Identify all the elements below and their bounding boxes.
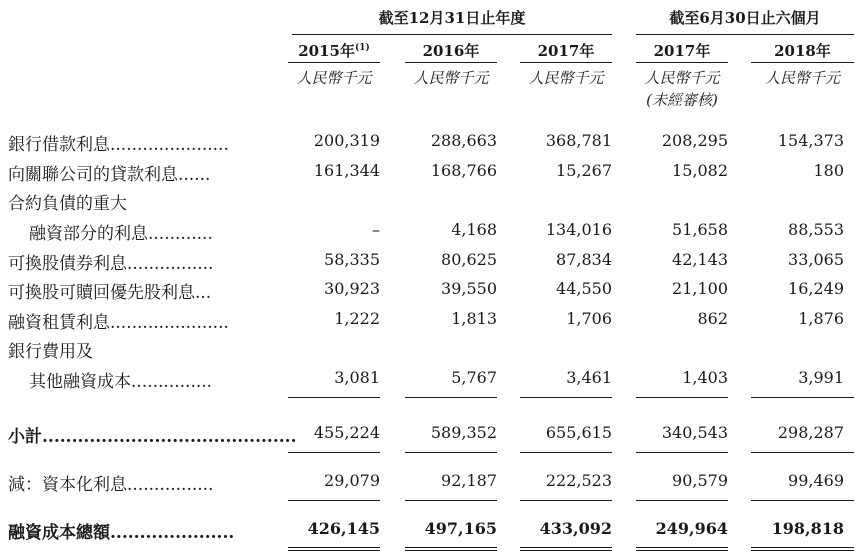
unit-label: 人民幣千元 xyxy=(764,69,840,87)
total-label: 融資成本總額..................... xyxy=(8,523,235,543)
table-cell: 222,523 xyxy=(545,471,612,490)
table-cell: 154,373 xyxy=(777,131,844,150)
table-cell: 340,543 xyxy=(661,423,728,442)
unit-label: 人民幣千元 xyxy=(644,69,720,87)
row-label: 可換股可贖回優先股利息... xyxy=(8,283,212,303)
table-cell: 21,100 xyxy=(672,279,728,298)
total-double-rule xyxy=(288,547,380,548)
year-header: 2017年 xyxy=(653,42,711,60)
row-label: 合約負債的重大 xyxy=(8,194,127,214)
year-header: 2016年 xyxy=(422,42,480,60)
total-double-rule xyxy=(636,547,728,548)
table-cell: 368,781 xyxy=(545,131,612,150)
table-cell: 208,295 xyxy=(661,131,728,150)
table-cell: 433,092 xyxy=(539,519,612,538)
table-cell: 497,165 xyxy=(424,519,497,538)
year-header: 2015年$^{(1)}$ xyxy=(298,42,370,60)
table-cell: 3,081 xyxy=(334,368,380,387)
table-cell: 5,767 xyxy=(451,368,497,387)
total-double-rule xyxy=(405,547,497,548)
total-double-rule xyxy=(520,550,612,551)
total-double-rule xyxy=(288,550,380,551)
table-cell: 15,082 xyxy=(672,161,728,180)
table-cell: 80,625 xyxy=(441,250,497,269)
year-header: 2017年 xyxy=(537,42,595,60)
row-label: 銀行費用及 xyxy=(8,342,93,362)
header-group-rule xyxy=(636,34,854,35)
header-group-rule xyxy=(292,34,612,35)
subtotal-rule xyxy=(751,397,854,398)
table-cell: 90,579 xyxy=(672,471,728,490)
table-cell: 33,065 xyxy=(788,250,844,269)
unit-label: 人民幣千元 xyxy=(528,69,604,87)
subtotal-rule xyxy=(405,397,497,398)
table-cell: – xyxy=(372,220,380,239)
table-cell: 1,876 xyxy=(798,309,844,328)
row-label: 融資部分的利息............ xyxy=(29,224,213,244)
year-header: 2018年 xyxy=(774,42,831,60)
table-cell: 455,224 xyxy=(313,423,380,442)
table-cell: 1,222 xyxy=(334,309,380,328)
year-rule xyxy=(636,62,728,63)
unit-label: 人民幣千元 xyxy=(413,69,489,87)
table-cell: 42,143 xyxy=(672,250,728,269)
total-double-rule xyxy=(636,550,728,551)
footnote-marker: (1) xyxy=(354,43,370,53)
subtotal-rule xyxy=(520,397,612,398)
subtotal-underline xyxy=(405,452,497,453)
row-label: 融資租賃利息...................... xyxy=(8,313,229,333)
table-cell: 180 xyxy=(813,161,844,180)
subtotal-underline xyxy=(636,452,728,453)
unit-label: 人民幣千元 xyxy=(296,69,372,87)
subtotal-underline xyxy=(751,452,854,453)
table-cell: 168,766 xyxy=(430,161,497,180)
subtotal-rule xyxy=(288,397,380,398)
table-cell: 1,813 xyxy=(451,309,497,328)
capitalized-rule xyxy=(520,500,612,501)
table-cell: 44,550 xyxy=(556,279,612,298)
header-group-six-months: 截至6月30日止六個月 xyxy=(669,9,821,27)
table-cell: 862 xyxy=(697,309,728,328)
year-rule xyxy=(751,62,854,63)
table-cell: 3,461 xyxy=(566,368,612,387)
table-cell: 288,663 xyxy=(430,131,497,150)
total-double-rule xyxy=(751,547,854,548)
table-cell: 198,818 xyxy=(771,519,844,538)
table-cell: 1,403 xyxy=(682,368,728,387)
capitalized-rule xyxy=(288,500,380,501)
table-cell: 58,335 xyxy=(324,250,380,269)
subtotal-rule xyxy=(636,397,728,398)
table-cell: 4,168 xyxy=(451,220,497,239)
subtotal-underline xyxy=(288,452,380,453)
row-label: 銀行借款利息...................... xyxy=(8,135,229,155)
table-cell: 298,287 xyxy=(777,423,844,442)
table-cell: 249,964 xyxy=(655,519,728,538)
table-cell: 655,615 xyxy=(545,423,612,442)
row-label: 向關聯公司的貸款利息...... xyxy=(8,165,211,185)
capitalized-rule xyxy=(751,500,854,501)
table-cell: 29,079 xyxy=(324,471,380,490)
table-cell: 87,834 xyxy=(556,250,612,269)
year-rule xyxy=(405,62,497,63)
table-cell: 161,344 xyxy=(313,161,380,180)
table-cell: 134,016 xyxy=(545,220,612,239)
table-cell: 30,923 xyxy=(324,279,380,298)
table-cell: 88,553 xyxy=(788,220,844,239)
header-group-fiscal-year: 截至12月31日止年度 xyxy=(378,9,526,27)
unaudited-label: (未經審核) xyxy=(646,91,718,109)
year-rule xyxy=(520,62,612,63)
table-cell: 200,319 xyxy=(313,131,380,150)
table-cell: 39,550 xyxy=(441,279,497,298)
table-cell: 3,991 xyxy=(798,368,844,387)
table-cell: 51,658 xyxy=(672,220,728,239)
total-double-rule xyxy=(751,550,854,551)
subtotal-label: 小計........................................... xyxy=(8,427,297,447)
row-label: 其他融資成本............... xyxy=(29,372,213,392)
table-cell: 99,469 xyxy=(788,471,844,490)
subtotal-underline xyxy=(520,452,612,453)
capitalized-rule xyxy=(405,500,497,501)
table-cell: 15,267 xyxy=(556,161,612,180)
total-double-rule xyxy=(520,547,612,548)
year-rule xyxy=(288,62,380,63)
table-cell: 16,249 xyxy=(788,279,844,298)
total-double-rule xyxy=(405,550,497,551)
table-cell: 92,187 xyxy=(441,471,497,490)
table-cell: 426,145 xyxy=(307,519,380,538)
table-cell: 1,706 xyxy=(566,309,612,328)
table-cell: 589,352 xyxy=(430,423,497,442)
row-label: 減：資本化利息................ xyxy=(8,475,214,495)
capitalized-rule xyxy=(636,500,728,501)
row-label: 可換股債券利息................ xyxy=(8,254,214,274)
